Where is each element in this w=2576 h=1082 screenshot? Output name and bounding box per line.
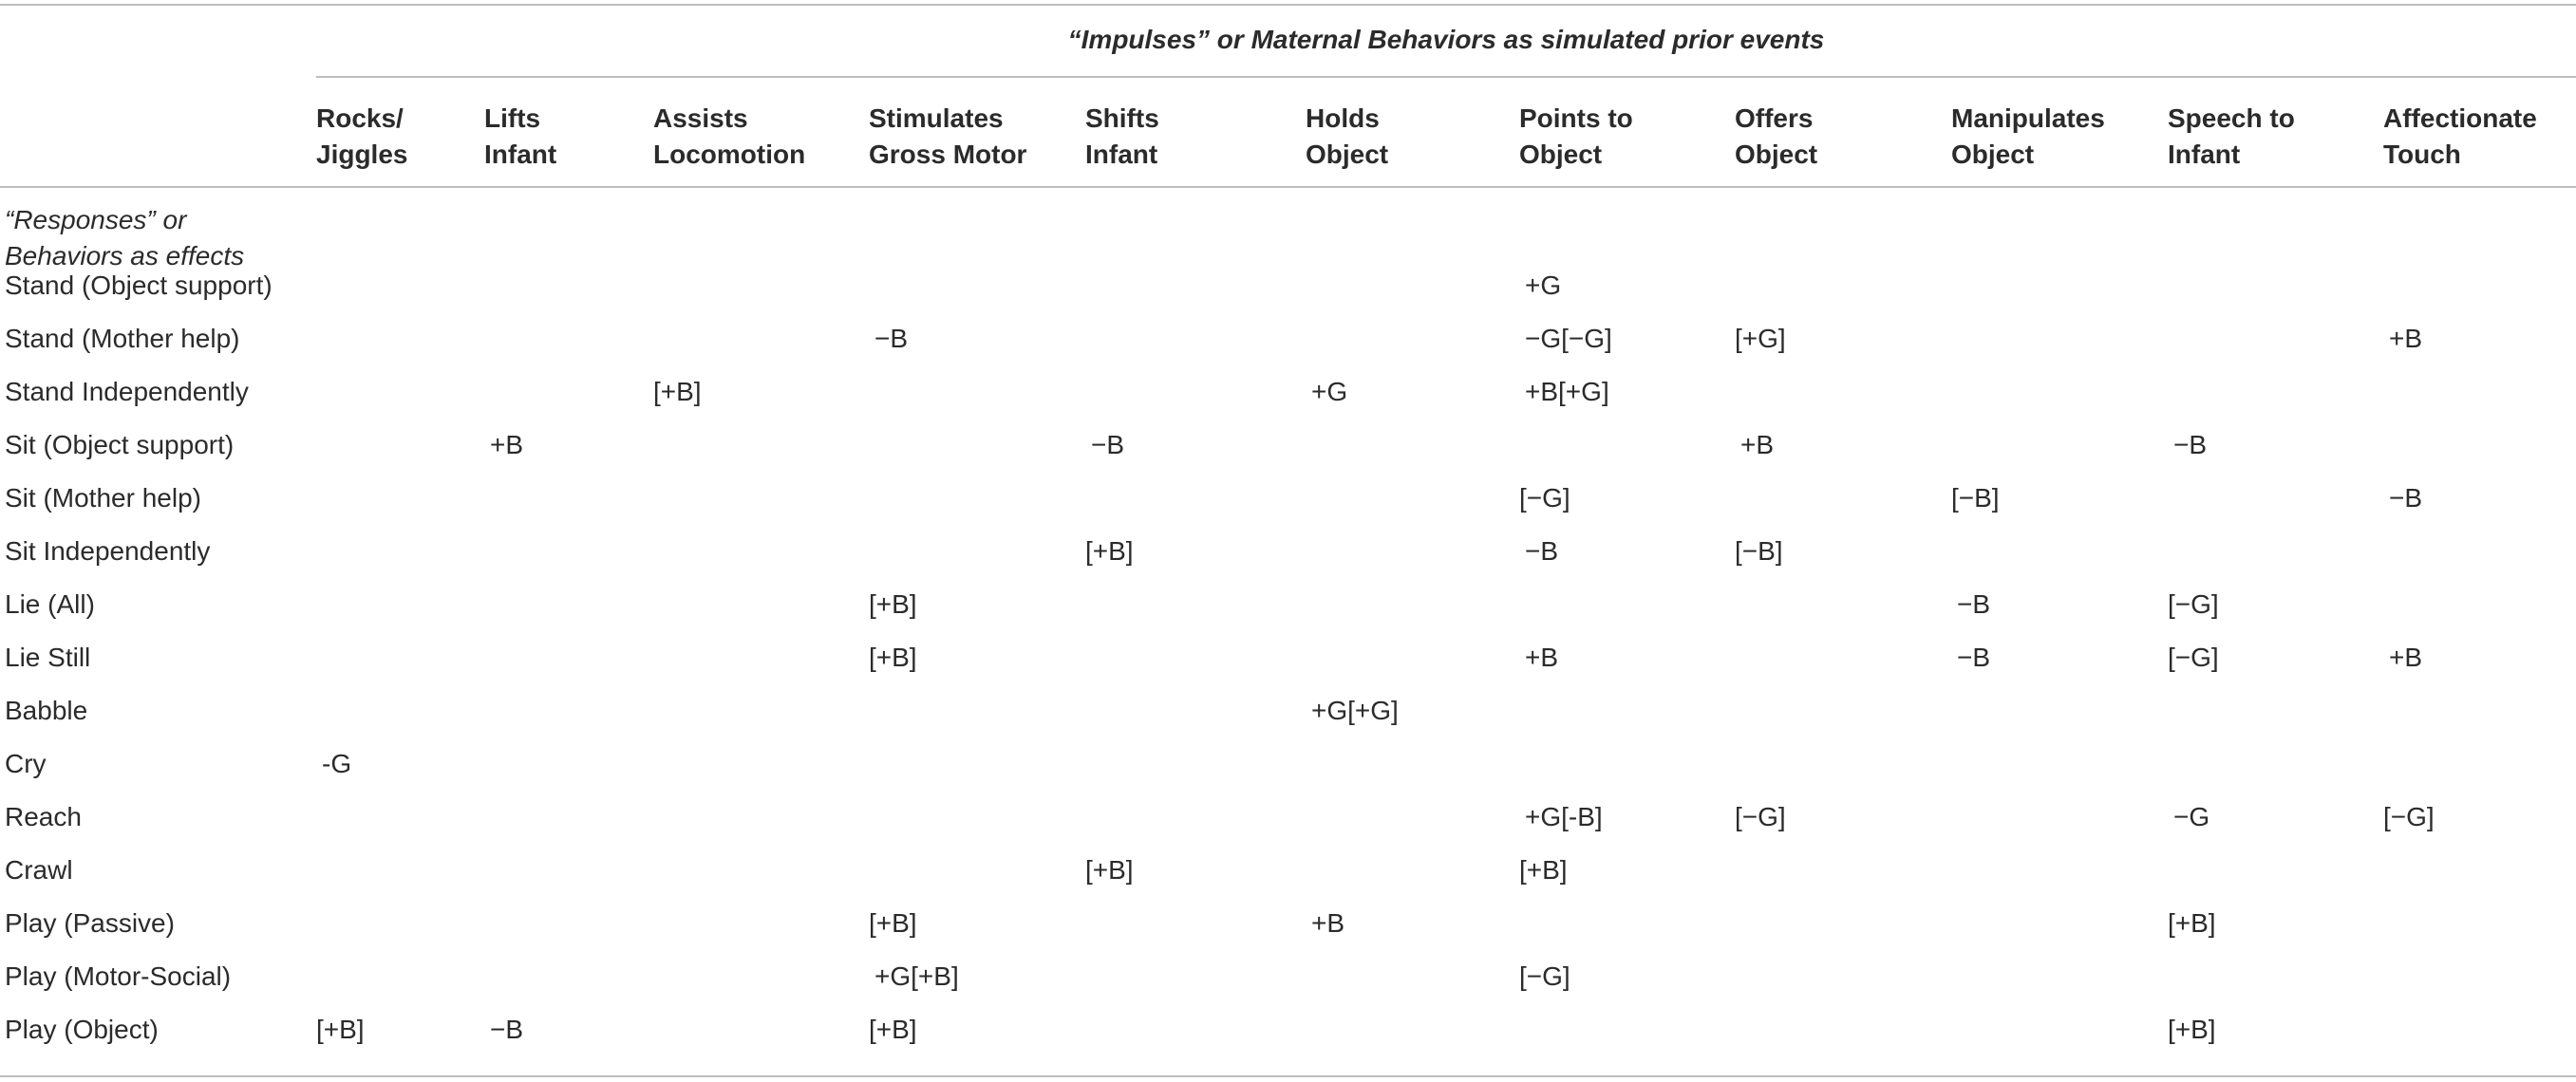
column-header-line: Gross Motor	[869, 140, 1027, 169]
column-header-line: Jiggles	[316, 140, 408, 169]
stub-heading-line-1: “Responses” or	[5, 205, 187, 234]
column-header-line: Object	[1519, 140, 1603, 169]
table-cell: [+B]	[316, 1015, 365, 1044]
table-cell: −B	[1091, 430, 1125, 459]
row-label: Play (Passive)	[5, 908, 175, 938]
table-cell: [+B]	[1519, 855, 1568, 885]
column-header-line: Rocks/	[316, 103, 404, 133]
table-cell: -G	[322, 749, 352, 778]
row-label: Cry	[5, 749, 47, 778]
table-cell: [−G]	[1519, 483, 1570, 513]
stub-heading	[5, 202, 244, 274]
table-cell: [+B]	[653, 377, 702, 406]
bottom-rule	[0, 1075, 2576, 1077]
table-cell: [−G]	[2383, 802, 2435, 831]
row-label: Crawl	[5, 855, 73, 885]
column-header-line: Assists	[653, 103, 748, 133]
column-header-line: Object	[1951, 140, 2035, 169]
column-header-line: Points to	[1519, 103, 1633, 133]
row-label: Sit (Mother help)	[5, 483, 201, 513]
row-label: Stand Independently	[5, 377, 249, 406]
column-header-line: Infant	[1085, 140, 1158, 169]
table-cell: [+B]	[869, 589, 917, 619]
column-header-line: Offers	[1735, 103, 1814, 133]
column-header	[653, 101, 805, 173]
table-cell: [+B]	[2168, 1015, 2216, 1044]
table-cell: +B[+G]	[1525, 377, 1609, 406]
column-header-line: Object	[1735, 140, 1818, 169]
table-cell: [+B]	[869, 1015, 917, 1044]
spanner-rule	[316, 76, 2576, 78]
table-cell: +G	[1525, 270, 1562, 300]
table-cell: [+G]	[1735, 324, 1786, 353]
table-cell: +G[+G]	[1311, 696, 1399, 725]
table-cell: −B	[2173, 430, 2208, 459]
spanner-heading: “Impulses” or Maternal Behaviors as simulated prior events	[1067, 25, 1825, 54]
table-cell: [+B]	[869, 643, 917, 672]
row-label: Play (Motor-Social)	[5, 961, 232, 991]
column-header-line: Stimulates	[869, 103, 1004, 133]
row-label: Stand (Mother help)	[5, 324, 240, 353]
column-header-line: Speech to	[2168, 103, 2295, 133]
header-rule	[0, 186, 2576, 188]
row-label: Lie Still	[5, 643, 91, 672]
row-label: Play (Object)	[5, 1015, 159, 1044]
row-label: Babble	[5, 696, 88, 725]
table-cell: −B	[1525, 536, 1559, 566]
table-cell: −B	[2389, 483, 2423, 513]
table-cell: [−G]	[2168, 589, 2219, 619]
table-cell: −B	[1957, 643, 1991, 672]
table-cell: +B	[1525, 643, 1559, 672]
table-cell: +G[-B]	[1525, 802, 1603, 831]
column-header	[1306, 101, 1388, 173]
row-label: Sit Independently	[5, 536, 211, 566]
column-header-line: Manipulates	[1951, 103, 2105, 133]
table-cell: −B	[490, 1015, 524, 1044]
column-header	[316, 101, 407, 173]
table-cell: [−B]	[1951, 483, 2000, 513]
table-cell: [−G]	[2168, 643, 2219, 672]
column-header-line: Infant	[484, 140, 557, 169]
column-header	[2168, 101, 2295, 173]
column-header	[1735, 101, 1817, 173]
column-header-line: Lifts	[484, 103, 541, 133]
table-cell: −G	[2173, 802, 2210, 831]
row-label: Sit (Object support)	[5, 430, 235, 459]
table-cell: [+B]	[869, 908, 917, 938]
table-cell: [−G]	[1735, 802, 1786, 831]
stub-heading-line-2: Behaviors as effects	[5, 241, 245, 270]
row-label: Lie (All)	[5, 589, 95, 619]
column-header-line: Touch	[2383, 140, 2461, 169]
column-header-line: Holds	[1306, 103, 1380, 133]
column-header-line: Shifts	[1085, 103, 1159, 133]
column-header-line: Locomotion	[653, 140, 806, 169]
column-header	[1951, 101, 2105, 173]
table-cell: −G[−G]	[1525, 324, 1612, 353]
table-cell: [+B]	[1085, 536, 1134, 566]
column-header	[2383, 101, 2537, 173]
column-header	[1085, 101, 1159, 173]
table-cell: −B	[1957, 589, 1991, 619]
table-cell: [+B]	[2168, 908, 2216, 938]
table-cell: +G	[1311, 377, 1348, 406]
table-cell: +B	[2389, 643, 2423, 672]
column-header	[1519, 101, 1633, 173]
table-cell: +B	[1740, 430, 1775, 459]
row-label: Reach	[5, 802, 82, 831]
top-rule	[0, 4, 2576, 6]
table-cell: +G[+B]	[874, 961, 959, 991]
table-cell: [+B]	[1085, 855, 1134, 885]
table-cell: +B	[490, 430, 524, 459]
column-header-line: Infant	[2168, 140, 2241, 169]
row-label: Stand (Object support)	[5, 270, 273, 300]
column-header	[869, 101, 1026, 173]
column-header-line: Object	[1306, 140, 1389, 169]
table-cell: +B	[1311, 908, 1345, 938]
column-header	[484, 101, 556, 173]
table-cell: +B	[2389, 324, 2423, 353]
table-cell: [−B]	[1735, 536, 1783, 566]
table-cell: [−G]	[1519, 961, 1570, 991]
column-header-line: Affectionate	[2383, 103, 2537, 133]
table-cell: −B	[874, 324, 909, 353]
